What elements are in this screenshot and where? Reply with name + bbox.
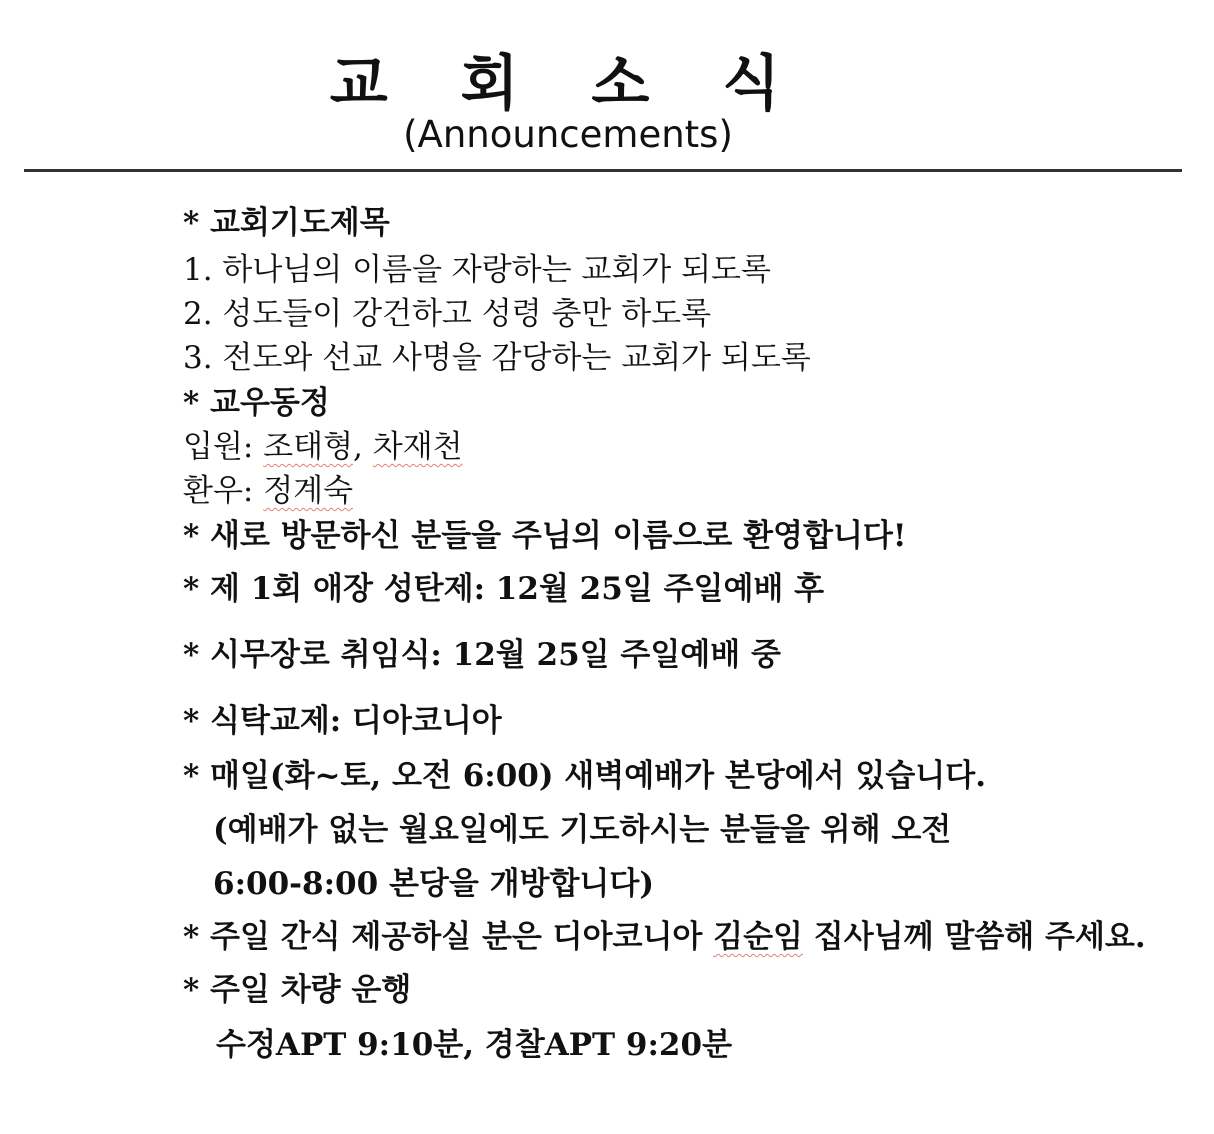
snack-notice [183,917,1146,957]
discharged-name: 정계숙 [263,473,354,509]
communion-notice: * 식탁교제: 디아코니아 [183,703,502,739]
page-title: 교 회 소 식 [329,49,807,119]
installation-notice: * 시무장로 취임식: 12월 25일 주일예배 중 [183,637,781,673]
vehicle-schedule: 수정APT 9:10분, 경찰APT 9:20분 [216,1027,733,1063]
discharged-line [183,471,353,511]
dawn-service-line-3: 6:00-8:00 본당을 개방합니다) [213,866,654,902]
title-divider [24,169,1182,172]
page-subtitle: (Announcements) [403,113,733,156]
dawn-service-line-1: * 매일(화~토, 오전 6:00) 새벽예배가 본당에서 있습니다. [183,758,986,794]
hospitalized-label: 입원: [183,429,264,465]
members-heading: * 교우동정 [183,385,330,421]
prayer-item-1: 1. 하나님의 이름을 자랑하는 교회가 되도록 [183,252,771,288]
dawn-service-line-2: (예배가 없는 월요일에도 기도하시는 분들을 위해 오전 [213,812,952,848]
prayer-heading: * 교회기도제목 [183,205,390,241]
welcome-notice: * 새로 방문하신 분들을 주님의 이름으로 환영합니다! [183,518,907,554]
hospitalized-separator: , [353,429,373,465]
hospitalized-line [183,427,463,467]
hospitalized-name-1: 조태형 [263,429,354,465]
hospitalized-name-2: 차재천 [372,429,463,465]
christmas-notice: * 제 1회 애장 성탄제: 12월 25일 주일예배 후 [183,571,825,607]
discharged-label: 환우: [183,473,264,509]
snack-notice-post: 집사님께 말씀해 주세요. [803,919,1146,955]
prayer-item-2: 2. 성도들이 강건하고 성령 충만 하도록 [183,296,712,332]
prayer-item-3: 3. 전도와 선교 사명을 감당하는 교회가 되도록 [183,340,811,376]
snack-deacon-name: 김순임 [713,919,803,955]
snack-notice-pre: * 주일 간식 제공하실 분은 디아코니아 [183,919,714,955]
vehicle-heading: * 주일 차량 운행 [183,972,412,1008]
